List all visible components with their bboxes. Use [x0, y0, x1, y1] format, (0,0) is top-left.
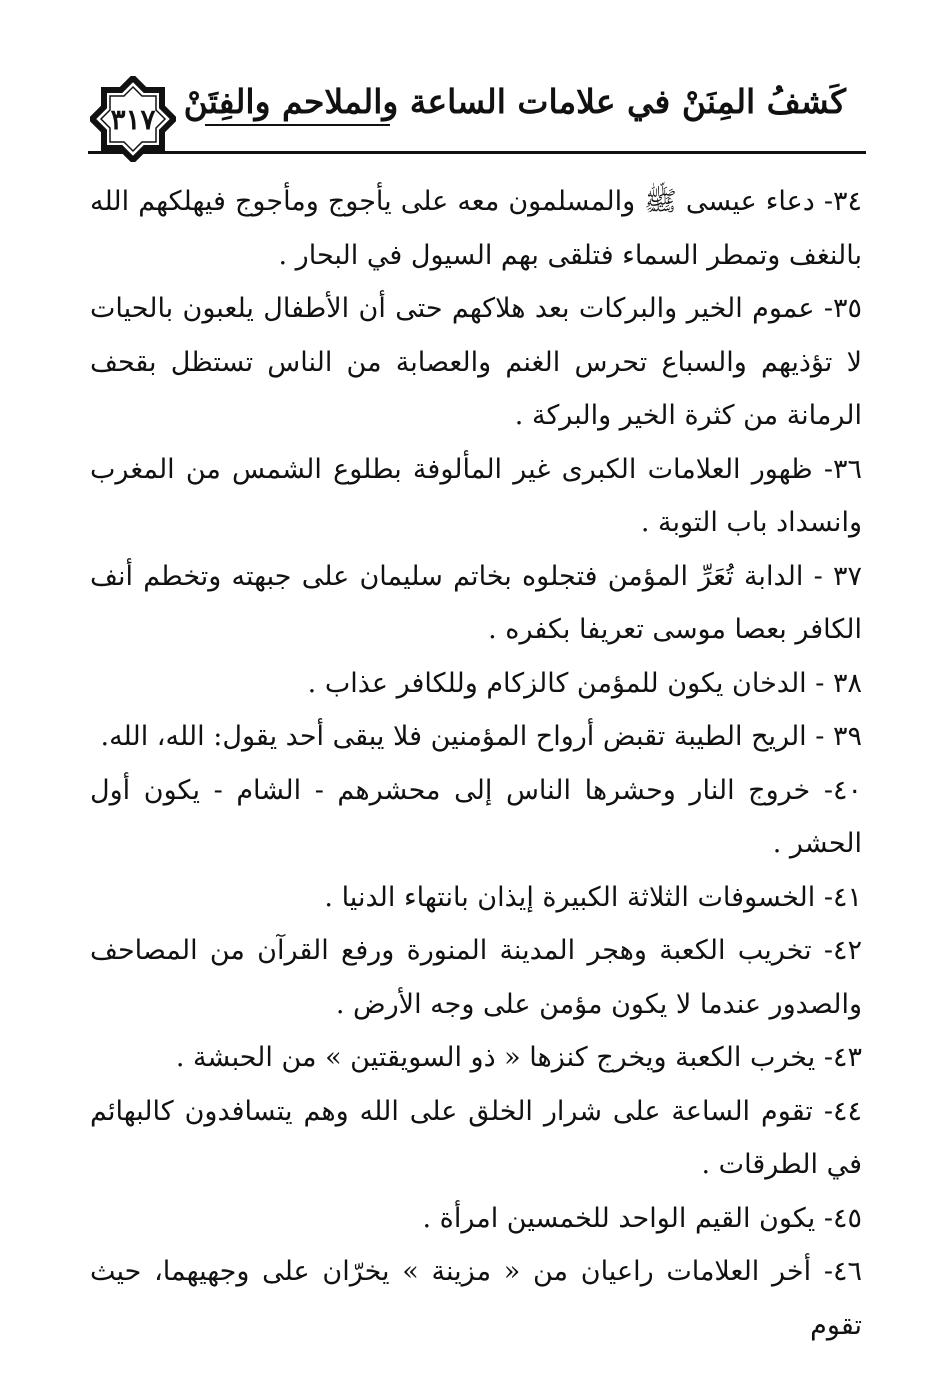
- item-number: ٤١-: [823, 881, 862, 913]
- list-item: [90, 1192, 862, 1246]
- item-number: ٤٢-: [823, 935, 862, 966]
- item-text: الخسوفات الثلاثة الكبيرة إيذان بانتهاء الدنيا .: [324, 881, 816, 913]
- header-rule: [88, 151, 866, 154]
- page-header: [0, 0, 934, 160]
- item-number: ٣٥-: [823, 293, 862, 324]
- list-item: [90, 1085, 862, 1192]
- page-number-badge: [90, 76, 176, 162]
- item-text: دعاء عيسى ﷺ والمسلمون معه على يأجوج ومأجوج فيهلكهم الله بالنغف وتمطر السماء فتلقى بهم السيول في البحار .: [90, 186, 862, 271]
- list-item: [90, 924, 862, 1031]
- item-text: الريح الطيبة تقبض أرواح المؤمنين فلا يبقى أحد يقول: الله، الله.: [100, 721, 807, 752]
- list-item: [90, 657, 862, 711]
- item-text: تقوم الساعة على شرار الخلق على الله وهم يتسافدون كالبهائم في الطرقات .: [90, 1095, 862, 1180]
- item-number: ٣٧ -: [813, 560, 862, 592]
- item-text: خروج النار وحشرها الناس إلى محشرهم - الشام - يكون أول الحشر .: [90, 774, 862, 859]
- item-number: ٣٨ -: [815, 667, 862, 699]
- list-item: [90, 550, 862, 657]
- item-text: ظهور العلامات الكبرى غير المألوفة بطلوع الشمس من المغرب وانسداد باب التوبة .: [90, 453, 862, 538]
- item-text: الدخان يكون للمؤمن كالزكام وللكافر عذاب .: [307, 667, 807, 699]
- list-item: [90, 1245, 862, 1352]
- item-number: ٤٦-: [823, 1256, 862, 1287]
- item-text: تخريب الكعبة وهجر المدينة المنورة ورفع القرآن من المصاحف والصدور عندما لا يكون مؤمن على وجه الأرض .: [90, 935, 862, 1020]
- book-title: كَشفُ المِنَنْ في علامات الساعة والملاحم والفِتَنْ: [183, 82, 846, 121]
- item-number: ٣٩ -: [815, 721, 862, 752]
- list-item: [90, 1031, 862, 1085]
- list-item: [90, 175, 862, 282]
- list-item: [90, 710, 862, 764]
- item-text: الدابة تُعَرِّ المؤمن فتجلوه بخاتم سليمان على جبهته وتخطم أنف الكافر بعصا موسى تعريفا بكفره .: [90, 560, 862, 645]
- list-item: [90, 282, 862, 443]
- list-item: [90, 871, 862, 925]
- item-number: ٣٤-: [823, 186, 862, 217]
- list-item: [90, 764, 862, 871]
- title-dash-line: [205, 124, 390, 126]
- item-number: ٤٤-: [823, 1095, 862, 1127]
- item-text: يكون القيم الواحد للخمسين امرأة .: [422, 1202, 816, 1234]
- item-number: ٤٥-: [823, 1202, 862, 1234]
- item-number: ٣٦-: [823, 453, 862, 485]
- item-number: ٤٣-: [823, 1042, 862, 1073]
- item-number: ٤٠-: [823, 774, 863, 806]
- list-item: [90, 443, 862, 550]
- item-text: يخرب الكعبة ويخرج كنزها « ذو السويقتين » من الحبشة .: [175, 1042, 816, 1073]
- item-text: عموم الخير والبركات بعد هلاكهم حتى أن الأطفال يلعبون بالحيات لا تؤذيهم والسباع تحرس الغنم والعصابة من الناس تستظل بقحف الرمانة من كثرة الخير والبركة .: [90, 293, 862, 431]
- page-number: ٣١٧: [110, 102, 156, 136]
- item-text: أخر العلامات راعيان من « مزينة » يخرّان على وجهيهما، حيث تقوم: [90, 1256, 862, 1341]
- page-body: [90, 175, 862, 1352]
